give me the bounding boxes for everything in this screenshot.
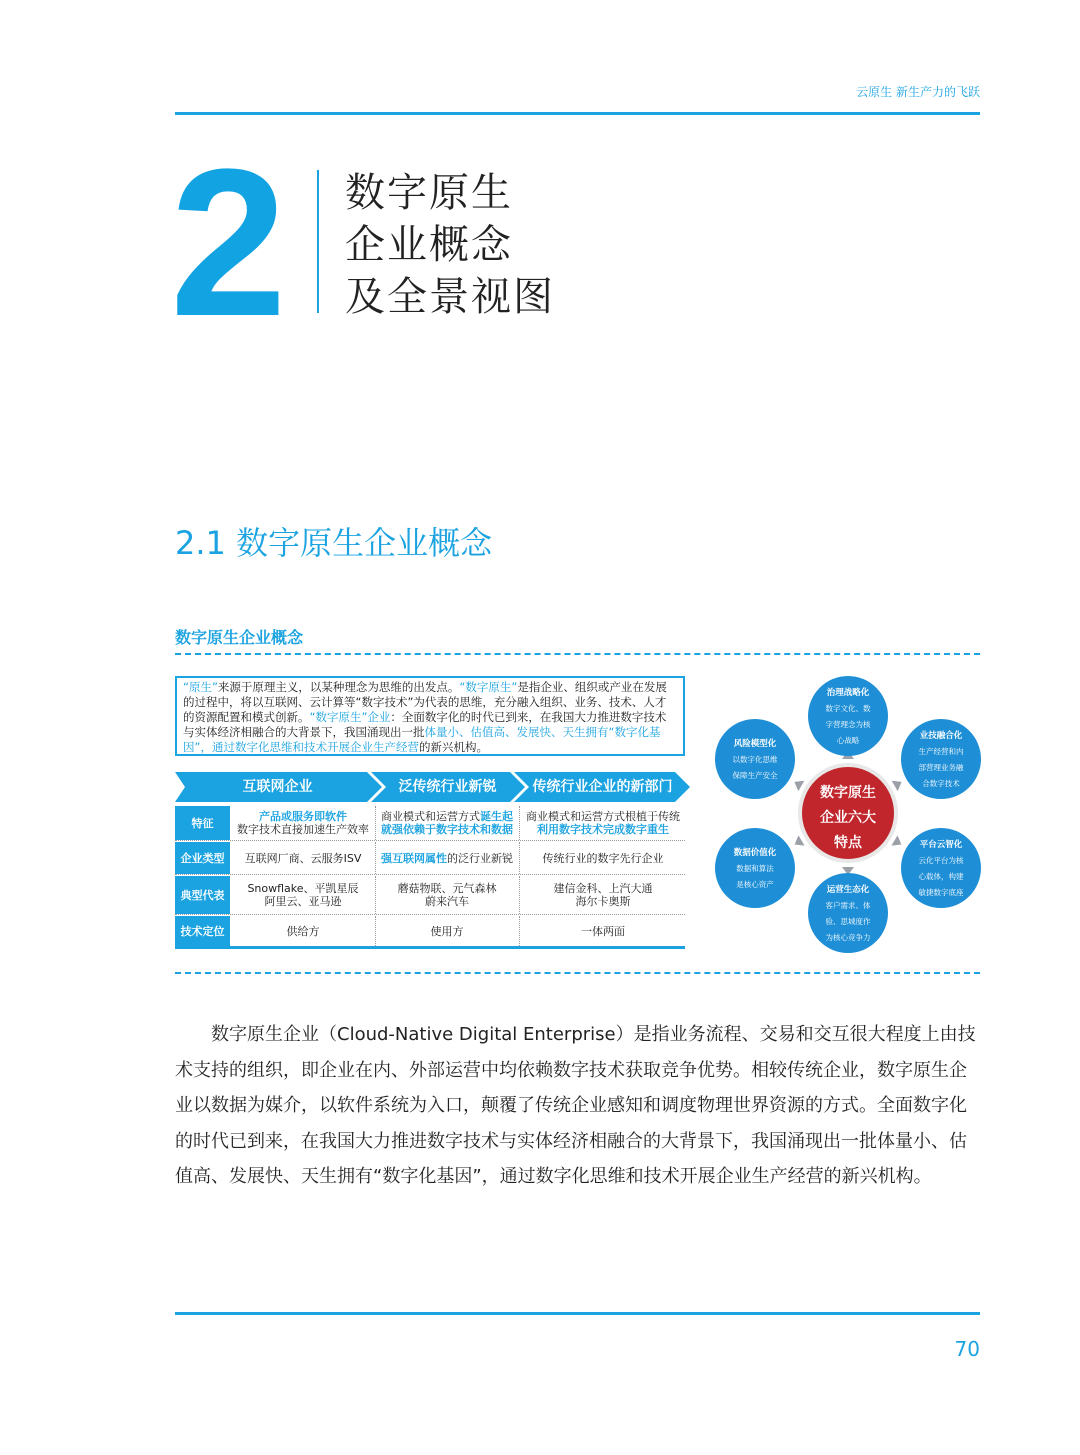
table-row	[175, 916, 685, 946]
table-cell	[375, 806, 518, 840]
figure-top-divider	[175, 653, 980, 655]
table-cell: 一体两面	[519, 916, 686, 946]
feature-node-desc: 云化平台为核	[918, 856, 964, 865]
table-row	[175, 842, 685, 875]
table-bottom-rule	[175, 946, 685, 949]
arrow-label-traditional-dept: 传统行业企业的新部门	[532, 779, 673, 795]
cell-text: 蘑菇物联、元气森林	[397, 882, 497, 895]
cell-text: 强互联网属性	[381, 851, 447, 865]
chapter-title-line: 数字原生	[345, 170, 513, 216]
table-cell	[233, 806, 373, 840]
feature-node-desc: 保障生产安全	[732, 771, 778, 780]
cell-text: 就强依赖于数字技术和数据	[381, 823, 513, 836]
cell-text: 建信金科、上汽大通	[553, 882, 653, 895]
row-label: 典型代表	[175, 876, 230, 914]
feature-node-title: 数据价值化	[733, 848, 777, 858]
feature-node-title: 风险模型化	[733, 739, 777, 749]
feature-node-desc: 客户需求、体	[825, 901, 871, 910]
cell-text: 的泛行业新锐	[447, 851, 513, 865]
table-cell: 供给方	[286, 924, 320, 938]
center-label: 特点	[834, 835, 862, 851]
body-text: 来源于原理主义，以某种理念为思维的出发点。	[217, 680, 460, 694]
highlight-text: “数字原生”企业	[309, 710, 391, 724]
highlight-text: “原生”	[183, 680, 218, 694]
row-label: 企业类型	[175, 842, 230, 874]
feature-node-title: 治理战略化	[826, 688, 870, 698]
chapter-divider	[317, 170, 319, 313]
feature-node-desc: 敏捷数字底座	[918, 888, 964, 897]
chapter-title-line: 及全景视图	[345, 274, 555, 320]
feature-node-title: 运营生态化	[826, 885, 870, 895]
highlight-text: 体量小、估值高、发展快、天生拥有“数字化基因”，通过数字化思维和技术开展企业生产经营	[183, 725, 661, 754]
highlight-text: “数字原生”	[459, 680, 518, 694]
table-cell	[375, 876, 518, 914]
connector-arrow	[795, 835, 805, 845]
six-features-diagram	[705, 668, 995, 968]
row-label: 技术定位	[175, 916, 230, 946]
cell-text: 产品或服务即软件	[259, 810, 347, 823]
table-row	[175, 876, 685, 915]
table-cell	[519, 876, 686, 914]
concept-definition-box	[175, 676, 685, 756]
figure-bottom-divider	[175, 972, 980, 974]
feature-node-desc: 字营理念为核	[825, 720, 871, 729]
cell-text: 蔚来汽车	[425, 895, 469, 908]
center-label: 企业六大	[820, 810, 876, 826]
cell-text: 海尔卡奥斯	[575, 895, 631, 908]
body-text: ：全面数字化的时代已到来，在我国大力推进数字技术与实体经济相融合的大背景下，我国涌现出一批	[183, 710, 667, 739]
feature-node-desc: 数字文化、数	[825, 704, 871, 713]
running-header: 云原生 新生产力的飞跃	[856, 85, 980, 99]
table-cell	[375, 842, 518, 874]
page-number: 70	[954, 1337, 980, 1361]
cell-text: 阿里云、亚马逊	[264, 895, 342, 908]
cell-text: 商业模式和运营方式根植于传统	[526, 810, 680, 823]
feature-node-desc: 为核心竞争力	[825, 933, 871, 942]
footer-rule	[175, 1312, 980, 1315]
section-title: 2.1 数字原生企业概念	[175, 524, 493, 562]
feature-node-desc: 心载体，构建	[918, 872, 964, 881]
cell-text: Snowflake、平凯星辰	[247, 882, 359, 895]
feature-node-desc: 生产经营和内	[918, 747, 964, 756]
feature-node-desc: 验、思城度作	[825, 917, 871, 926]
chapter-title-line: 企业概念	[345, 222, 513, 268]
feature-node-title: 平台云智化	[919, 840, 963, 850]
feature-node-title: 业技融合化	[919, 731, 963, 741]
body-paragraph	[175, 1017, 983, 1195]
category-arrow-row	[175, 772, 690, 802]
feature-node-desc: 合数字技术	[922, 779, 960, 788]
table-cell: 使用方	[375, 916, 518, 946]
arrow-label-internet: 互联网企业	[242, 779, 313, 795]
feature-node-desc: 是核心资产	[736, 880, 774, 889]
body-text: 是指企业、组织或产业在发展的过程中，将以互联网、云计算等“数字技术”为代表的思维，充分融入组织、业务、技术、人才的资源配置和模式创新。	[183, 680, 667, 724]
connector-arrow	[794, 781, 804, 791]
table-cell	[233, 876, 373, 914]
cell-text: 利用数字技术完成数字重生	[537, 823, 669, 836]
table-cell: 互联网厂商、云服务ISV	[244, 851, 362, 865]
center-label: 数字原生	[820, 785, 876, 801]
table-cell	[519, 806, 686, 840]
table-cell: 传统行业的数字先行企业	[519, 842, 686, 874]
figure-title: 数字原生企业概念	[175, 628, 304, 647]
row-label: 特征	[175, 806, 230, 840]
table-row	[175, 806, 685, 841]
connector-arrow	[891, 835, 901, 845]
arrow-label-pan-traditional: 泛传统行业新锐	[398, 779, 497, 795]
feature-node-desc: 数据和算法	[736, 864, 774, 873]
body-paragraph-text: 数字原生企业（Cloud-Native Digital Enterprise）是指业务流程、交易和交互很大程度上由技术支持的组织，即企业在内、外部运营中均依赖数字技术获取竞争优势。相较传统企业，数字原生企业以数据为媒介，以软件系统为入口，颠覆了传统企业感知和调度物理世界资源的方式。全面数字化的时代已到来，在我国大力推进数字技术与实体经济相融合的大背景下，我国涌现出一批体量小、估值高、发展快、天生拥有“数字化基因”，通过数字化思维和技术开展企业生产经营的新兴机构。	[175, 1024, 976, 1187]
header-rule	[175, 112, 980, 115]
connector-arrow	[892, 781, 902, 791]
cell-text: 数字技术直接加速生产效率	[237, 823, 369, 836]
feature-node-desc: 以数字化思维	[732, 755, 778, 764]
feature-node-desc: 心战略	[836, 736, 860, 745]
body-text: 的新兴机构。	[418, 740, 488, 754]
chapter-title	[345, 167, 555, 323]
cell-text: 商业模式和运营方式	[381, 810, 480, 823]
cell-text: 诞生起	[480, 810, 513, 823]
chapter-number: 2	[170, 125, 283, 360]
feature-node-desc: 部营理业务融	[918, 763, 964, 772]
